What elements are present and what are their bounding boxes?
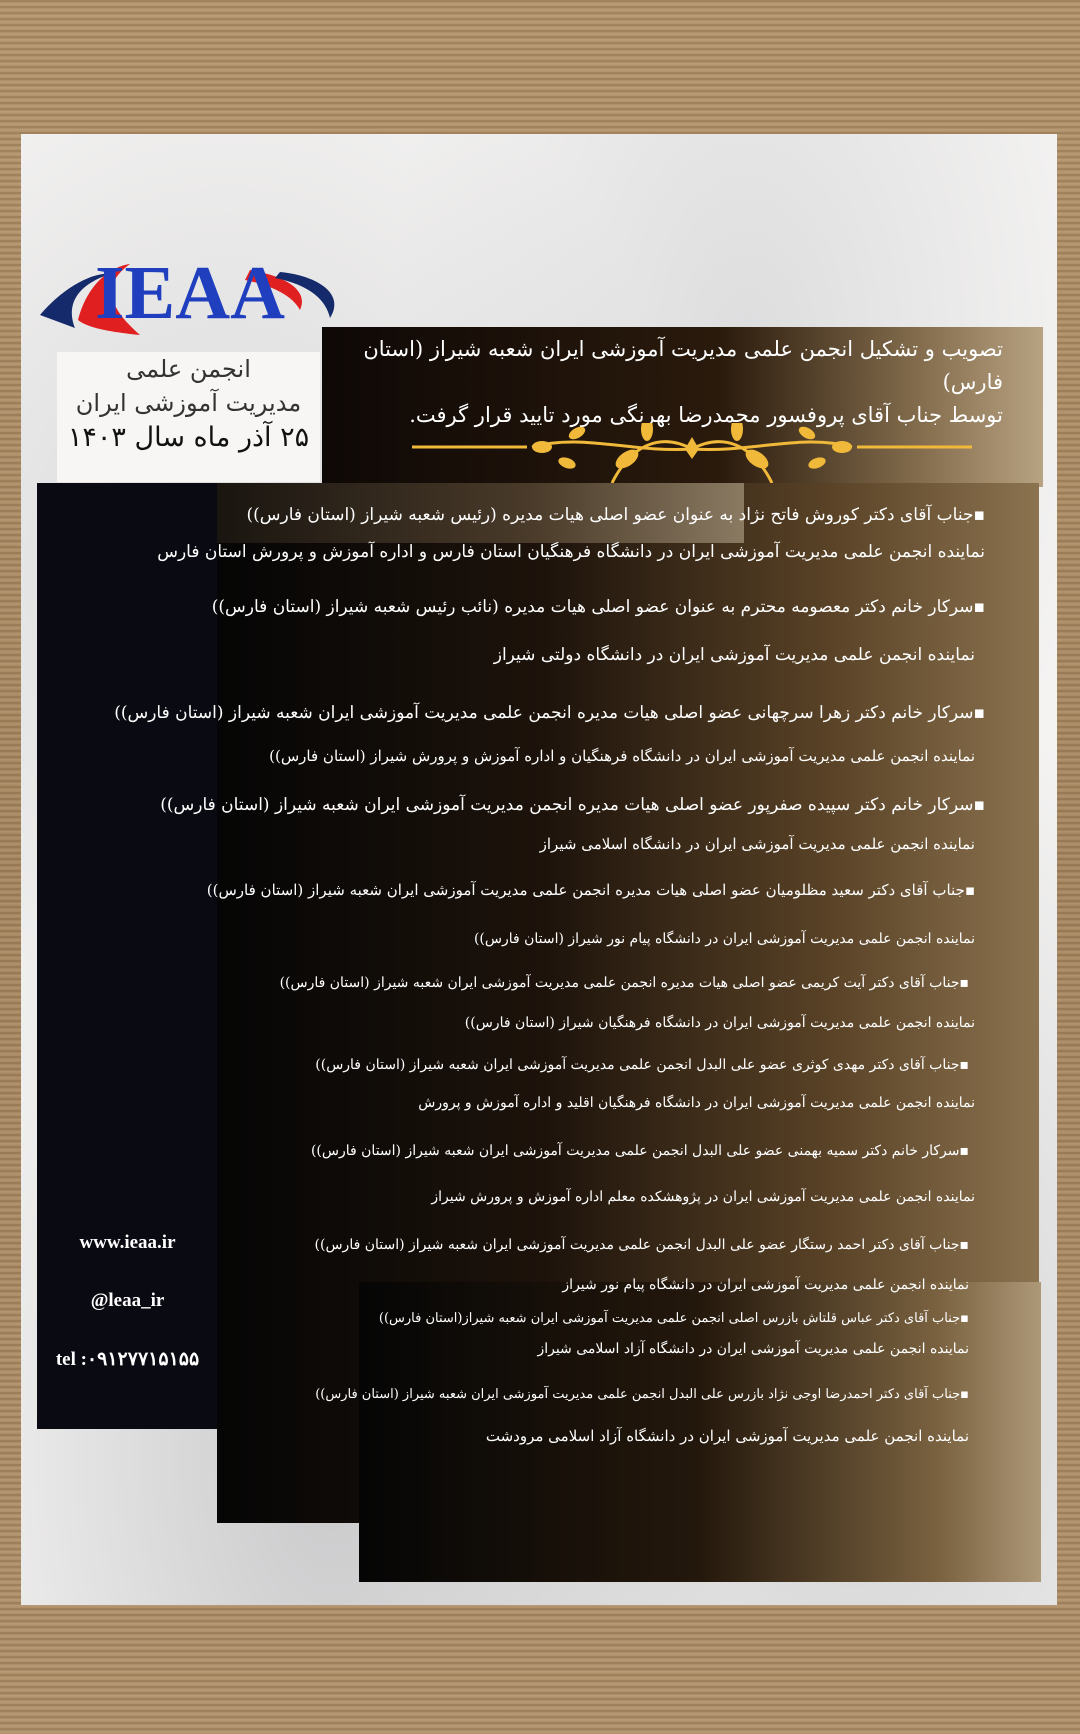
- member-detail: نماینده انجمن علمی مدیریت آموزشی ایران در دانشگاه آزاد اسلامی شیراز: [537, 1341, 969, 1357]
- member-title: ▪سرکار خانم دکتر سمیه بهمنی عضو علی البدل انجمن علمی مدیریت آموزشی ایران شعبه شیراز (استان فارس)): [310, 1143, 969, 1159]
- member-detail: نماینده انجمن علمی مدیریت آموزشی ایران در دانشگاه فرهنگیان و اداره آموزش و پرورش شیراز (استان فارس)): [269, 747, 975, 765]
- org-name-line1: انجمن علمی: [126, 355, 251, 383]
- member-detail: نماینده انجمن علمی مدیریت آموزشی ایران در دانشگاه فرهنگیان شیراز (استان فارس)): [464, 1015, 975, 1031]
- logo-text: IEAA: [94, 251, 286, 335]
- member-detail: نماینده انجمن علمی مدیریت آموزشی ایران در پژوهشکده معلم اداره آموزش و پرورش شیراز: [431, 1189, 975, 1205]
- member-title: ▪سرکار خانم دکتر سپیده صفرپور عضو اصلی هیات مدیره انجمن مدیریت آموزشی ایران شعبه شیراز (استان فارس)): [160, 795, 985, 815]
- announcement-header: [322, 327, 1043, 487]
- member-title: ▪جناب آقای دکتر آیت کریمی عضو اصلی هیات مدیره انجمن علمی مدیریت آموزشی ایران شعبه شیراز (استان فارس)): [279, 975, 969, 991]
- social-handle[interactable]: @leaa_ir: [90, 1290, 165, 1311]
- member-detail: نماینده انجمن علمی مدیریت آموزشی ایران در دانشگاه آزاد اسلامی مرودشت: [485, 1427, 969, 1445]
- website-link[interactable]: www.ieaa.ir: [79, 1232, 176, 1253]
- member-title: ▪جناب آقای دکتر احمدرضا اوجی نژاد بازرس علی البدل انجمن علمی مدیریت آموزشی ایران شعبه شیراز (استان فارس)): [315, 1387, 969, 1402]
- member-title: ▪جناب آقای دکتر احمد رستگار عضو علی البدل انجمن علمی مدیریت آموزشی ایران شعبه شیراز (استان فارس)): [314, 1237, 969, 1253]
- announcement-date: ۲۵ آذر ماه سال ۱۴۰۳: [67, 422, 310, 453]
- member-detail: نماینده انجمن علمی مدیریت آموزشی ایران در دانشگاه دولتی شیراز: [493, 645, 975, 665]
- member-title: ▪جناب آقای دکتر عباس قلتاش بازرس اصلی انجمن علمی مدیریت آموزشی ایران شعبه شیراز(استان فارس)): [378, 1311, 969, 1326]
- member-detail: نماینده انجمن علمی مدیریت آموزشی ایران در دانشگاه فرهنگیان اقلید و اداره آموزش و پرورش: [418, 1095, 975, 1111]
- gold-ornament-divider: [412, 423, 972, 487]
- phone-number: tel :۰۹۱۲۷۷۱۵۱۵۵: [55, 1349, 200, 1370]
- member-detail: نماینده انجمن علمی مدیریت آموزشی ایران در دانشگاه پیام نور شیراز (استان فارس)): [473, 931, 975, 947]
- member-detail: نماینده انجمن علمی مدیریت آموزشی ایران در دانشگاه اسلامی شیراز: [539, 835, 975, 853]
- member-title: ▪سرکار خانم دکتر معصومه محترم به عنوان عضو اصلی هیات مدیره (نائب رئیس شعبه شیراز (استان فارس)): [211, 597, 985, 617]
- header-line2: توسط جناب آقای پروفسور محمدرضا بهرنگی مورد تایید قرار گرفت.: [409, 403, 1003, 427]
- member-detail: نماینده انجمن علمی مدیریت آموزشی ایران در دانشگاه فرهنگیان استان فارس و اداره آموزش و پرورش استان فارس: [157, 542, 985, 562]
- org-name-box: [57, 352, 320, 482]
- member-title: ▪جناب آقای دکتر کوروش فاتح نژاد به عنوان عضو اصلی هیات مدیره (رئیس شعبه شیراز (استان فارس)): [246, 505, 985, 525]
- header-line1: تصویب و تشکیل انجمن علمی مدیریت آموزشی ایران شعبه شیراز (استان فارس): [363, 337, 1003, 394]
- contact-info: [37, 1232, 218, 1407]
- ieaa-logo: [30, 240, 350, 350]
- member-title: ▪جناب آقای دکتر سعید مظلومیان عضو اصلی هیات مدیره انجمن علمی مدیریت آموزشی ایران شعبه شیراز (استان فارس)): [206, 881, 975, 899]
- member-detail: نماینده انجمن علمی مدیریت آموزشی ایران در دانشگاه پیام نور شیراز: [562, 1277, 969, 1293]
- member-title: ▪جناب آقای دکتر مهدی کوثری عضو علی البدل انجمن علمی مدیریت آموزشی ایران شعبه شیراز (استان فارس)): [315, 1057, 969, 1073]
- org-name-line2: مدیریت آموزشی ایران: [75, 389, 302, 417]
- member-title: ▪سرکار خانم دکتر زهرا سرچهانی عضو اصلی هیات مدیره انجمن علمی مدیریت آموزشی ایران شعبه شیراز (استان فارس)): [114, 703, 985, 723]
